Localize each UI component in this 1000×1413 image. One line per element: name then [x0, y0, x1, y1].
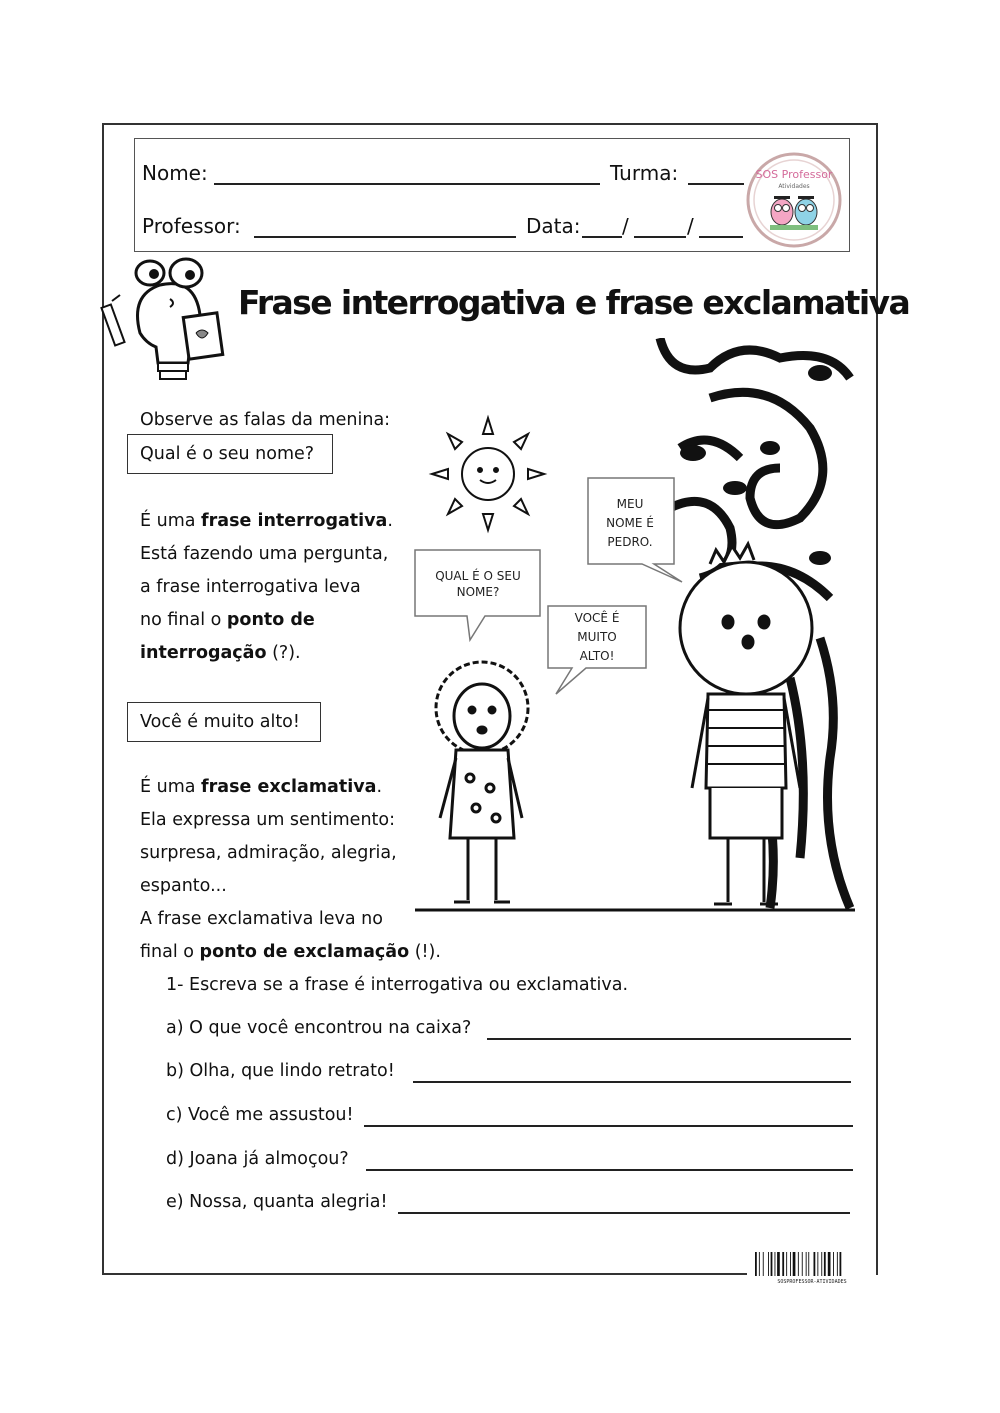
question-item: a) O que você encontrou na caixa? [166, 1018, 472, 1038]
class-label: Turma: [610, 161, 679, 185]
svg-text:QUAL É O SEU: QUAL É O SEU [435, 569, 521, 583]
interrogative-line-1: É uma frase interrogativa. [140, 511, 393, 531]
children-illustration [410, 338, 855, 918]
barcode-bar [808, 1252, 809, 1276]
example-exclamation-box [127, 702, 321, 742]
date-label: Data: [526, 214, 581, 238]
barcode-bar [824, 1252, 826, 1276]
barcode-bar [840, 1252, 842, 1276]
date-separator: / [687, 214, 694, 238]
svg-text:MUITO: MUITO [577, 630, 617, 644]
barcode-bar [828, 1252, 831, 1276]
exclamative-line-5: A frase exclamativa leva no [140, 909, 383, 929]
logo-subtext: Atividades [778, 183, 810, 190]
interrogative-line-2: Está fazendo uma pergunta, [140, 544, 389, 564]
page-frame-bottom [102, 1273, 747, 1275]
exclamative-line-2: Ela expressa um sentimento: [140, 810, 395, 830]
barcode-bar [798, 1252, 799, 1276]
interrogative-line-4: no final o ponto de [140, 610, 315, 630]
barcode-bar [793, 1252, 796, 1276]
page-title: Frase interrogativa e frase exclamativa [238, 283, 910, 322]
name-field[interactable] [214, 183, 600, 185]
barcode-bar [821, 1252, 822, 1276]
teacher-field[interactable] [254, 236, 516, 238]
barcode-text: SOSPROFESSOR-ATIVIDADES [777, 1279, 847, 1284]
question-item: d) Joana já almoçou? [166, 1149, 349, 1169]
answer-line-e[interactable] [398, 1212, 850, 1214]
exclamative-line-1: É uma frase exclamativa. [140, 777, 383, 797]
logo-text: SOS Professor [755, 168, 833, 181]
sun-drawing [432, 418, 544, 530]
svg-text:NOME É: NOME É [606, 516, 654, 530]
svg-text:PEDRO.: PEDRO. [607, 535, 653, 549]
intro-text: Observe as falas da menina: [140, 410, 391, 430]
barcode-bar [802, 1252, 803, 1276]
answer-line-a[interactable] [487, 1038, 851, 1040]
speech-bubble-answer [588, 478, 682, 582]
interrogative-line-3: a frase interrogativa leva [140, 577, 361, 597]
date-separator: / [622, 214, 629, 238]
answer-line-d[interactable] [366, 1169, 853, 1171]
barcode-bar [777, 1252, 780, 1276]
speech-bubble-exclamation [548, 606, 646, 694]
barcode-bar [782, 1252, 784, 1276]
barcode-bar [771, 1252, 773, 1276]
speech-bubble-question [415, 550, 540, 640]
barcode-bar [775, 1252, 776, 1276]
boy-drawing [680, 544, 812, 904]
question-item: b) Olha, que lindo retrato! [166, 1061, 395, 1081]
barcode-icon [753, 1252, 871, 1284]
sos-professor-logo [740, 150, 848, 250]
barcode-bar [817, 1252, 818, 1276]
svg-text:NOME?: NOME? [456, 585, 500, 599]
svg-text:VOCÊ É: VOCÊ É [574, 611, 620, 625]
question-item: e) Nossa, quanta alegria! [166, 1192, 388, 1212]
lightbulb-mascot [100, 255, 240, 390]
barcode-bar [806, 1252, 807, 1276]
name-label: Nome: [142, 161, 208, 185]
svg-text:MEU: MEU [616, 497, 644, 511]
barcode-bar [837, 1252, 838, 1276]
barcode-bar [763, 1252, 764, 1276]
barcode-bar [768, 1252, 769, 1276]
example-question-box [127, 434, 333, 474]
barcode-bar [759, 1252, 760, 1276]
question-item: c) Você me assustou! [166, 1105, 354, 1125]
svg-text:ALTO!: ALTO! [579, 649, 615, 663]
exclamative-line-3: surpresa, admiração, alegria, [140, 843, 397, 863]
interrogative-line-5: interrogação (?). [140, 643, 301, 663]
exercise-instruction: 1- Escreva se a frase é interrogativa ou exclamativa. [166, 975, 629, 995]
answer-line-b[interactable] [413, 1081, 851, 1083]
date-month-field[interactable] [634, 236, 686, 238]
class-field[interactable] [688, 183, 744, 185]
barcode-bar [755, 1252, 757, 1276]
barcode-bar [790, 1252, 791, 1276]
answer-line-c[interactable] [364, 1125, 853, 1127]
exclamative-line-6: final o ponto de exclamação (!). [140, 942, 441, 962]
date-day-field[interactable] [582, 236, 622, 238]
date-year-field[interactable] [699, 236, 743, 238]
exclamative-line-4: espanto... [140, 876, 227, 896]
barcode-bar [833, 1252, 834, 1276]
teacher-label: Professor: [142, 214, 241, 238]
barcode-bar [814, 1252, 816, 1276]
example-question: Qual é o seu nome? [140, 444, 315, 464]
example-exclamation: Você é muito alto! [140, 712, 300, 732]
barcode-bar [786, 1252, 787, 1276]
girl-drawing [436, 662, 528, 902]
